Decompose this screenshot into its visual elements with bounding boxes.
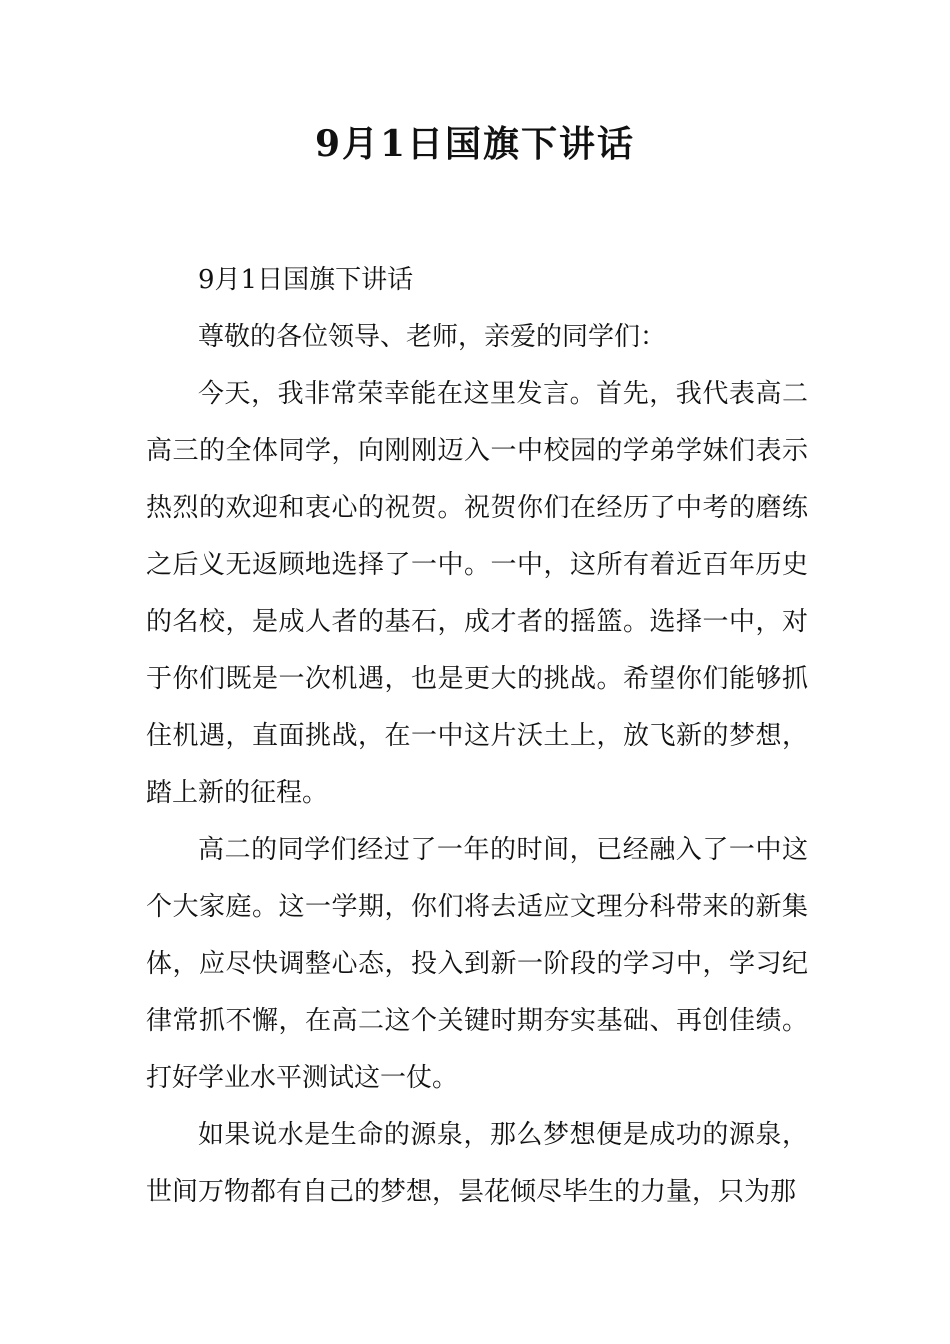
paragraph-salutation: 尊敬的各位领导、老师，亲爱的同学们： [198,322,667,352]
document-body [146,252,808,1221]
paragraph-dream: 如果说水是生命的源泉，那么梦想便是成功的源泉，世间万物都有自己的梦想，昙花倾尽毕生的力量，只为那 [146,1120,808,1207]
paragraph-subtitle: 9月1日国旗下讲话 [198,265,414,295]
paragraph-grade-two: 高二的同学们经过了一年的时间，已经融入了一中这个大家庭。这一学期，你们将去适应文理分科带来的新集体，应尽快调整心态，投入到新一阶段的学习中，学习纪律常抓不懈，在高二这个关键时期夯实基础、再创佳绩。打好学业水平测试这一仗。 [146,835,808,1093]
paragraph-welcome: 今天，我非常荣幸能在这里发言。首先，我代表高二高三的全体同学，向刚刚迈入一中校园的学弟学妹们表示热烈的欢迎和衷心的祝贺。祝贺你们在经历了中考的磨练之后义无返顾地选择了一中。一中，这所有着近百年历史的名校，是成人者的基石，成才者的摇篮。选择一中，对于你们既是一次机遇，也是更大的挑战。希望你们能够抓住机遇，直面挑战，在一中这片沃土上，放飞新的梦想，踏上新的征程。 [146,379,808,808]
document-title: 9月1日国旗下讲话 [314,123,636,165]
